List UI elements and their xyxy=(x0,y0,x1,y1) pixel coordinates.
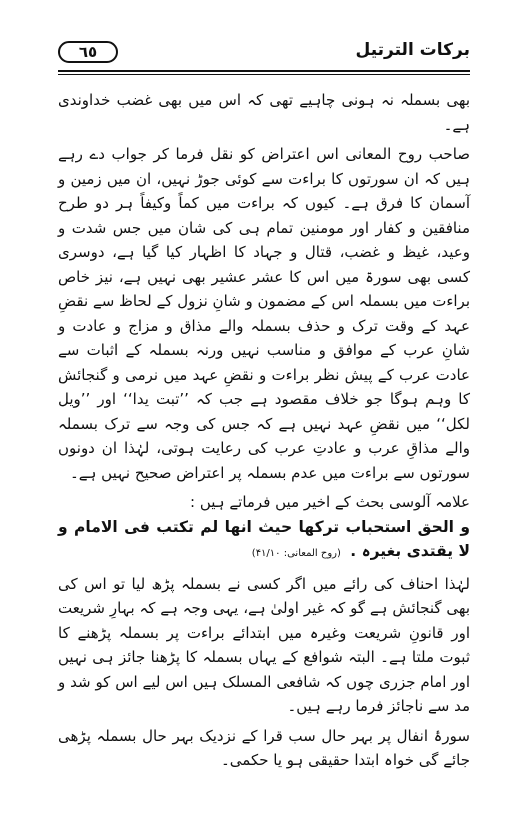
quote-reference: (روح المعانی: ۴۱/۱۰) xyxy=(251,548,341,559)
paragraph-ruhul-maani: صاحب روح المعانی اس اعتراض کو نقل فرما کر جواب دے رہے ہیں کہ ان سورتوں کا براءت سے کوئی جوڑ نہیں، ان میں زمین و آسمان کا فرق ہے۔ کیوں کہ براءت میں کماً وکیفاً ہر دو طرح منافقین و کفار اور مومنین تمام ہی کی شان میں جس شدت و وعید، غیظ و غضب، قتال و جہاد کا اظہار کیا گیا ہے، دوسری کسی بھی سورۃ میں اس کا عشر عشیر بھی نہیں ہے، نیز خاص براءت میں بسملہ اس کے مضمون و شانِ نزول کے لحاظ سے نقضِ عہد کے وقت ترک و حذف بسملہ والے مذاق و مزاج و عادت و شانِ عرب کے موافق و مناسب نہیں ورنہ بسملہ کے اثبات سے عادت عرب کے پیش نظر براءت و نقضِ عہد میں نرمی و گنجائش کا وہم ہوگا جو خلاف مقصود ہے جب کہ ’’تبت یدا‘‘ اور ’’ویل لکل‘‘ میں نقضِ عہد نہیں ہے کہ جس کی وجہ سے ترک بسملہ والے مذاقِ عرب و عادتِ عرب کی رعایت ہوتی، لہٰذا ان دونوں سورتوں سے براءت میں عدم بسملہ پر اعتراض صحیح نہیں ہے۔ xyxy=(58,145,470,482)
header-rule-thin xyxy=(58,74,470,75)
running-title: برکات الترتیل xyxy=(355,40,470,60)
paragraph-hanafi-view: لہٰذا احناف کی رائے میں اگر کسی نے بسملہ پڑھ لیا تو اس کی بھی گنجائش ہے گو کہ غیر اولیٰ ہے، یہی وجہ ہے کہ بہارِ شریعت اور قانونِ شریعت وغیرہ میں ابتدائے براءت پر بسملہ پڑھنے کا ثبوت ملتا ہے۔ البتہ شوافع کے یہاں بسملہ کا پڑھنا جائز ہی نہیں اور امام جزری چوں کہ شافعی المسلک ہیں اس لیے اس کو شد و مد سے ناجائز فرما رہے ہیں۔ xyxy=(58,574,470,715)
paragraph-continuation: بھی بسملہ نہ ہونی چاہیے تھی کہ اس میں بھی غضب خداوندی ہے۔ xyxy=(58,91,470,134)
arabic-quote xyxy=(58,515,470,567)
page-number-badge: ٦٥ xyxy=(58,41,118,63)
quote-intro: علامہ آلوسی بحث کے اخیر میں فرماتے ہیں : xyxy=(190,493,470,511)
page-header xyxy=(58,40,470,70)
paragraph-surah-anfal: سورۂ انفال پر بہر حال سب قرا کے نزدیک بہر حال بسملہ پڑھی جائے گی خواہ ابتدا حقیقی ہو یا حکمی۔ xyxy=(58,726,470,769)
arabic-quote-text: و الحق استحباب ترکھا حیث انھا لم تکتب فی الامام و لا یقتدی بغیرہ . xyxy=(58,517,470,560)
header-rule-thick xyxy=(58,70,470,72)
page-body xyxy=(58,88,470,773)
